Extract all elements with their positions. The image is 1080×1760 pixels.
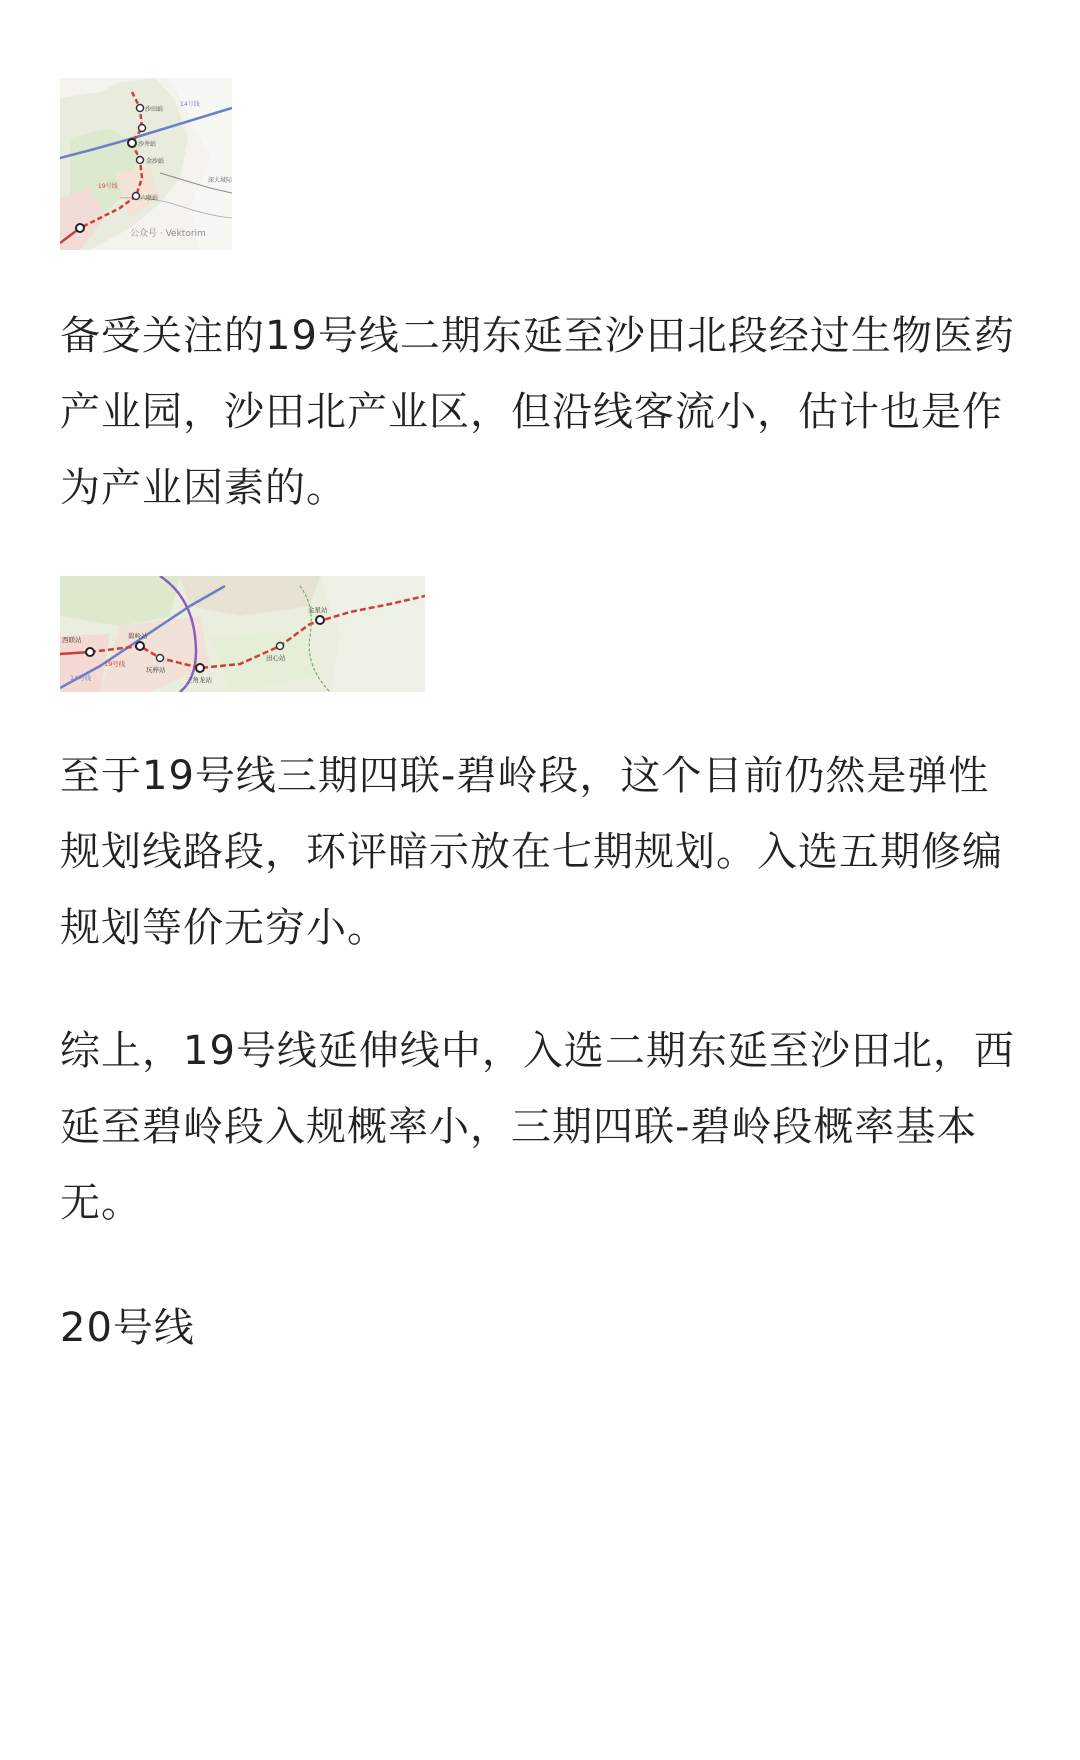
map1-station-label-2: 沙井站 bbox=[138, 141, 157, 148]
map2-station-label-1: 西联站 bbox=[62, 636, 82, 644]
map1-area-label: 深大城际 bbox=[208, 177, 232, 184]
route-map-1-graphic bbox=[60, 78, 232, 250]
paragraph-1: 备受关注的19号线二期东延至沙田北段经过生物医药产业园，沙田北产业区，但沿线客流小，估计也是作为产业因素的。 bbox=[60, 313, 1015, 511]
map1-station-label-3: 金沙站 bbox=[146, 158, 165, 165]
map1-station-label-1: 沙田站 bbox=[145, 106, 164, 113]
map2-station-label-4: 三角龙站 bbox=[186, 676, 212, 684]
map1-station-label-4: 六联站 bbox=[140, 195, 159, 202]
paragraph-3: 综上，19号线延伸线中，入选二期东延至沙田北，西延至碧岭段入规概率小，三期四联-碧岭段概率基本无。 bbox=[60, 1028, 1015, 1226]
route-map-image-1 bbox=[60, 78, 232, 250]
map2-line-label-19: 19号线 bbox=[104, 660, 126, 668]
map2-station-label-5: 田心站 bbox=[266, 654, 286, 662]
map1-watermark: 公众号 · Vektorim bbox=[130, 229, 206, 239]
map2-station-label-6: 金星站 bbox=[308, 606, 328, 614]
section-heading-line-20: 20号线 bbox=[60, 1305, 195, 1351]
map1-line-label-14: 14号线 bbox=[180, 101, 200, 108]
map2-station-label-3: 坑梓站 bbox=[146, 666, 166, 674]
map2-station-label-2: 碧岭站 bbox=[128, 632, 148, 640]
map2-line-label-14: 14号线 bbox=[70, 674, 92, 682]
route-map-2-graphic bbox=[60, 576, 425, 692]
paragraph-2: 至于19号线三期四联-碧岭段，这个目前仍然是弹性规划线路段，环评暗示放在七期规划。入选五期修编规划等价无穷小。 bbox=[60, 753, 1003, 951]
route-map-image-2 bbox=[60, 576, 425, 692]
map1-line-label-19: 19号线 bbox=[98, 183, 118, 190]
